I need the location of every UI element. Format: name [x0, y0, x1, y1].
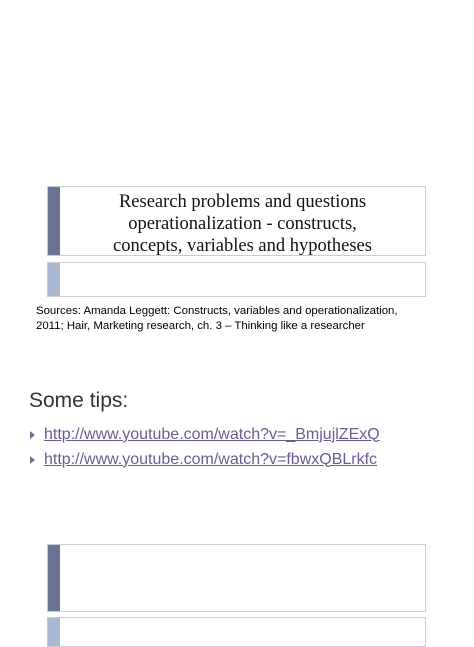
- sources-line: 2011; Hair, Marketing research, ch. 3 – Thinking like a researcher: [36, 320, 365, 332]
- slide-title-line: operationalization - constructs,: [128, 214, 357, 234]
- next-slide-accent-bar-2: [48, 618, 60, 646]
- tips-list: [28, 422, 380, 472]
- list-item: [28, 422, 380, 447]
- triangle-bullet-icon: [30, 431, 35, 439]
- next-slide-accent-bar: [48, 545, 60, 611]
- subtitle-slide-box: [47, 262, 426, 297]
- youtube-link-1[interactable]: http://www.youtube.com/watch?v=_BmjujlZExQ: [44, 425, 380, 443]
- youtube-link-2[interactable]: http://www.youtube.com/watch?v=fbwxQBLrkfc: [44, 450, 378, 468]
- subtitle-accent-bar: [48, 263, 60, 296]
- slide-title-line: Research problems and questions: [118, 192, 367, 212]
- title-slide-box: [47, 186, 426, 256]
- sources-line: Sources: Amanda Leggett: Constructs, variables and operationalization,: [36, 305, 398, 317]
- next-slide-box-2: [47, 617, 426, 647]
- tips-heading: Some tips:: [29, 389, 129, 412]
- next-slide-box: [47, 544, 426, 612]
- triangle-bullet-icon: [30, 456, 35, 464]
- title-accent-bar: [48, 187, 60, 255]
- slide-title-line: concepts, variables and hypotheses: [113, 236, 372, 256]
- slide-title: [60, 191, 425, 257]
- sources-text: [36, 304, 456, 334]
- list-item: [28, 447, 380, 472]
